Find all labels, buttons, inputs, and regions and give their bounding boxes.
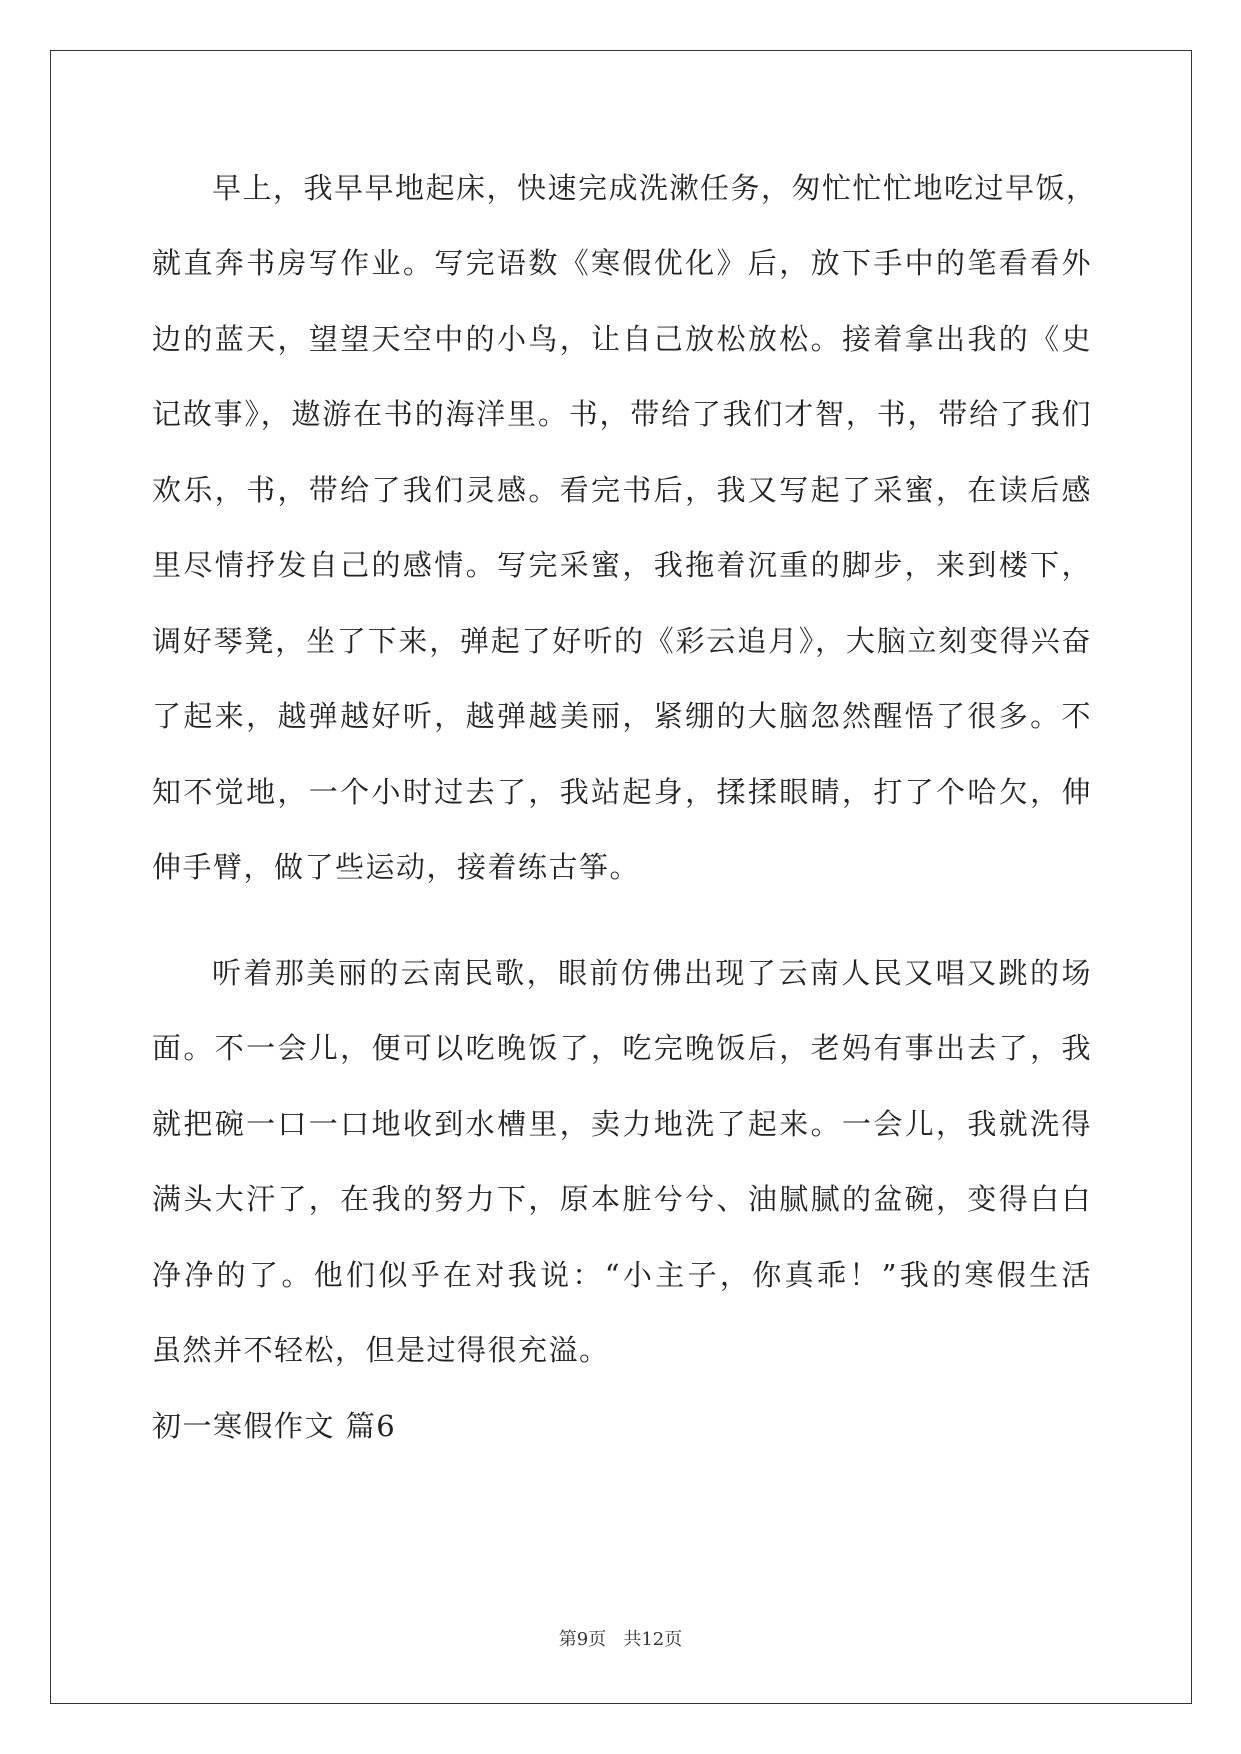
paragraph-1-line-8: 了起来，越弹越好听，越弹越美丽，紧绷的大脑忽然醒悟了很多。不: [152, 699, 1092, 733]
page-number-footer: 第9页 共12页: [558, 1629, 683, 1650]
section-heading: 初一寒假作文 篇6: [152, 1409, 397, 1443]
paragraph-1-line-1: 早上，我早早地起床，快速完成洗漱任务，匆忙忙忙地吃过早饭，: [212, 171, 1097, 205]
paragraph-1-line-6: 里尽情抒发自己的感情。写完采蜜，我拖着沉重的脚步，来到楼下，: [152, 548, 1092, 582]
paragraph-2-line-4: 满头大汗了，在我的努力下，原本脏兮兮、油腻腻的盆碗，变得白白: [152, 1182, 1092, 1216]
paragraph-1-line-9: 知不觉地，一个小时过去了，我站起身，揉揉眼睛，打了个哈欠，伸: [152, 775, 1092, 809]
paragraph-1-line-4: 记故事》，遨游在书的海洋里。书，带给了我们才智，书，带给了我们: [152, 397, 1092, 431]
paragraph-1-line-2: 就直奔书房写作业。写完语数《寒假优化》后，放下手中的笔看看外: [152, 246, 1092, 280]
paragraph-1-line-10: 伸手臂，做了些运动，接着练古筝。: [152, 850, 641, 884]
paragraph-1-line-7: 调好琴凳，坐了下来，弹起了好听的《彩云追月》，大脑立刻变得兴奋: [152, 624, 1092, 658]
paragraph-2-line-6: 虽然并不轻松，但是过得很充溢。: [152, 1333, 610, 1367]
paragraph-2-line-1: 听着那美丽的云南民歌，眼前仿佛出现了云南人民又唱又跳的场: [212, 956, 1092, 990]
paragraph-1-line-3: 边的蓝天，望望天空中的小鸟，让自己放松放松。接着拿出我的《史: [152, 322, 1092, 356]
paragraph-2-line-2: 面。不一会儿，便可以吃晚饭了，吃完晚饭后，老妈有事出去了，我: [152, 1031, 1092, 1065]
paragraph-2-line-3: 就把碗一口一口地收到水槽里，卖力地洗了起来。一会儿，我就洗得: [152, 1107, 1092, 1141]
paragraph-2-line-5: 净净的了。他们似乎在对我说：“小主子，你真乖！”我的寒假生活: [152, 1258, 1092, 1292]
paragraph-1-line-5: 欢乐，书，带给了我们灵感。看完书后，我又写起了采蜜，在读后感: [152, 473, 1092, 507]
